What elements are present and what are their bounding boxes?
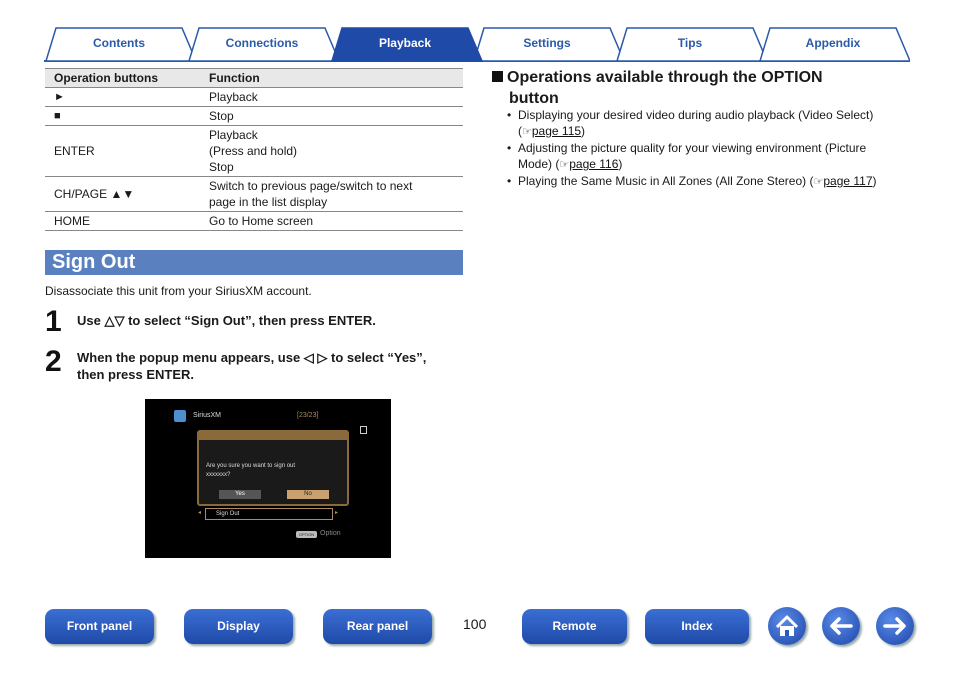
- dialog-question-line2: xxxxxxx?: [206, 472, 231, 478]
- list-item-text: ): [872, 174, 877, 188]
- options-list: [507, 107, 909, 190]
- confirm-dialog: [197, 430, 349, 506]
- page-ref-icon: ☞: [522, 126, 532, 138]
- screen-item-count: [23/23]: [297, 412, 319, 419]
- remote-button[interactable]: Remote: [522, 609, 627, 644]
- list-item-text: ): [618, 157, 623, 171]
- tab-contents[interactable]: Contents: [93, 36, 145, 50]
- rear-panel-button[interactable]: Rear panel: [323, 609, 432, 644]
- dialog-no-button: No: [287, 490, 329, 499]
- step-text-1: Use △▽ to select “Sign Out”, then press ENTER.: [77, 313, 376, 328]
- button-cell: HOME: [45, 212, 200, 231]
- left-arrow-icon: ◂: [198, 510, 202, 516]
- tab-playback[interactable]: Playback: [378, 36, 432, 50]
- table-row: [45, 107, 463, 126]
- function-cell: Playback: [200, 88, 463, 107]
- page-link-115[interactable]: page 115: [531, 124, 582, 138]
- list-item: [507, 140, 909, 173]
- dialog-header-bar: [199, 432, 347, 440]
- step-text-2-line1: When the popup menu appears, use ◁ ▷ to select “Yes”,: [77, 350, 427, 365]
- table-row: [45, 212, 463, 231]
- screen-title: SiriusXM: [193, 412, 222, 419]
- play-button-glyph: ►: [45, 88, 200, 107]
- table-row: [45, 126, 463, 177]
- operation-table: [45, 68, 463, 231]
- page-ref-icon: ☞: [813, 176, 824, 188]
- home-icon: [768, 607, 806, 645]
- table-row: [45, 177, 463, 212]
- list-item-text: Adjusting the picture quality for your viewing environment (Picture: [518, 141, 867, 155]
- tab-connections[interactable]: Connections: [225, 36, 299, 50]
- forward-button[interactable]: [876, 607, 914, 645]
- option-button-icon: OPTION: [296, 531, 317, 538]
- options-heading-line1: [492, 67, 872, 88]
- page-link-116[interactable]: page 116: [569, 157, 619, 171]
- tab-tips[interactable]: Tips: [677, 36, 703, 50]
- list-item: [507, 173, 909, 190]
- page-number: 100: [463, 616, 487, 632]
- function-cell: Go to Home screen: [200, 212, 463, 231]
- function-line: page in the list display: [209, 195, 328, 209]
- chapter-tabs: [44, 26, 910, 62]
- list-item-text: Displaying your desired video during audio playback (Video Select): [518, 108, 874, 122]
- table-row: [45, 88, 463, 107]
- list-item-text: Mode) (: [518, 157, 560, 171]
- screen-capture: [145, 399, 391, 558]
- list-item-text: ): [581, 124, 586, 138]
- function-cell: [200, 177, 463, 212]
- heading-square-icon: [492, 71, 503, 82]
- function-line: Switch to previous page/switch to next: [209, 179, 413, 193]
- list-item: [507, 107, 909, 140]
- siriusxm-logo-icon: [174, 410, 186, 422]
- dialog-yes-button: Yes: [219, 490, 261, 499]
- list-item-text: Playing the Same Music in All Zones (All Zone Stereo) (: [518, 174, 814, 188]
- function-line: Stop: [209, 160, 234, 174]
- section-title-sign-out: Sign Out: [45, 250, 463, 275]
- function-line: (Press and hold): [209, 144, 298, 158]
- column-header-function: Function: [200, 69, 463, 88]
- stop-button-glyph: ■: [45, 107, 200, 126]
- table-header-row: [45, 69, 463, 88]
- page-ref-icon: ☞: [559, 159, 570, 171]
- step-number-2: 2: [45, 345, 62, 378]
- step-text-2: [77, 349, 426, 383]
- list-item-text: (: [518, 124, 522, 138]
- section-intro: Disassociate this unit from your SiriusXM account.: [45, 284, 312, 298]
- function-cell: [200, 126, 463, 177]
- screen-scroll-indicator-icon: [360, 426, 367, 434]
- column-header-buttons: Operation buttons: [45, 69, 200, 88]
- button-cell: ENTER: [45, 126, 200, 177]
- home-button[interactable]: [768, 607, 806, 645]
- function-line: Playback: [209, 128, 258, 142]
- sign-out-menu-item: Sign Out: [205, 508, 333, 520]
- function-cell: Stop: [200, 107, 463, 126]
- arrow-right-icon: [876, 607, 914, 645]
- options-heading-line2: button: [509, 90, 559, 107]
- front-panel-button[interactable]: Front panel: [45, 609, 154, 644]
- arrow-left-icon: [822, 607, 860, 645]
- step-number-1: 1: [45, 305, 62, 338]
- tab-settings[interactable]: Settings: [523, 36, 571, 50]
- button-cell: CH/PAGE ▲▼: [45, 177, 200, 212]
- dialog-question-line1: Are you sure you want to sign out: [206, 463, 296, 469]
- option-label: Option: [320, 530, 341, 537]
- right-arrow-icon: ▸: [335, 510, 339, 516]
- step-text-2-line2: then press ENTER.: [77, 367, 195, 382]
- page-link-117[interactable]: page 117: [823, 174, 873, 188]
- back-button[interactable]: [822, 607, 860, 645]
- tab-appendix[interactable]: Appendix: [805, 36, 861, 50]
- display-button[interactable]: Display: [184, 609, 293, 644]
- options-heading-text: Operations available through the OPTION: [507, 69, 823, 86]
- index-button[interactable]: Index: [645, 609, 749, 644]
- options-heading: [492, 67, 872, 109]
- dialog-question: [206, 462, 295, 480]
